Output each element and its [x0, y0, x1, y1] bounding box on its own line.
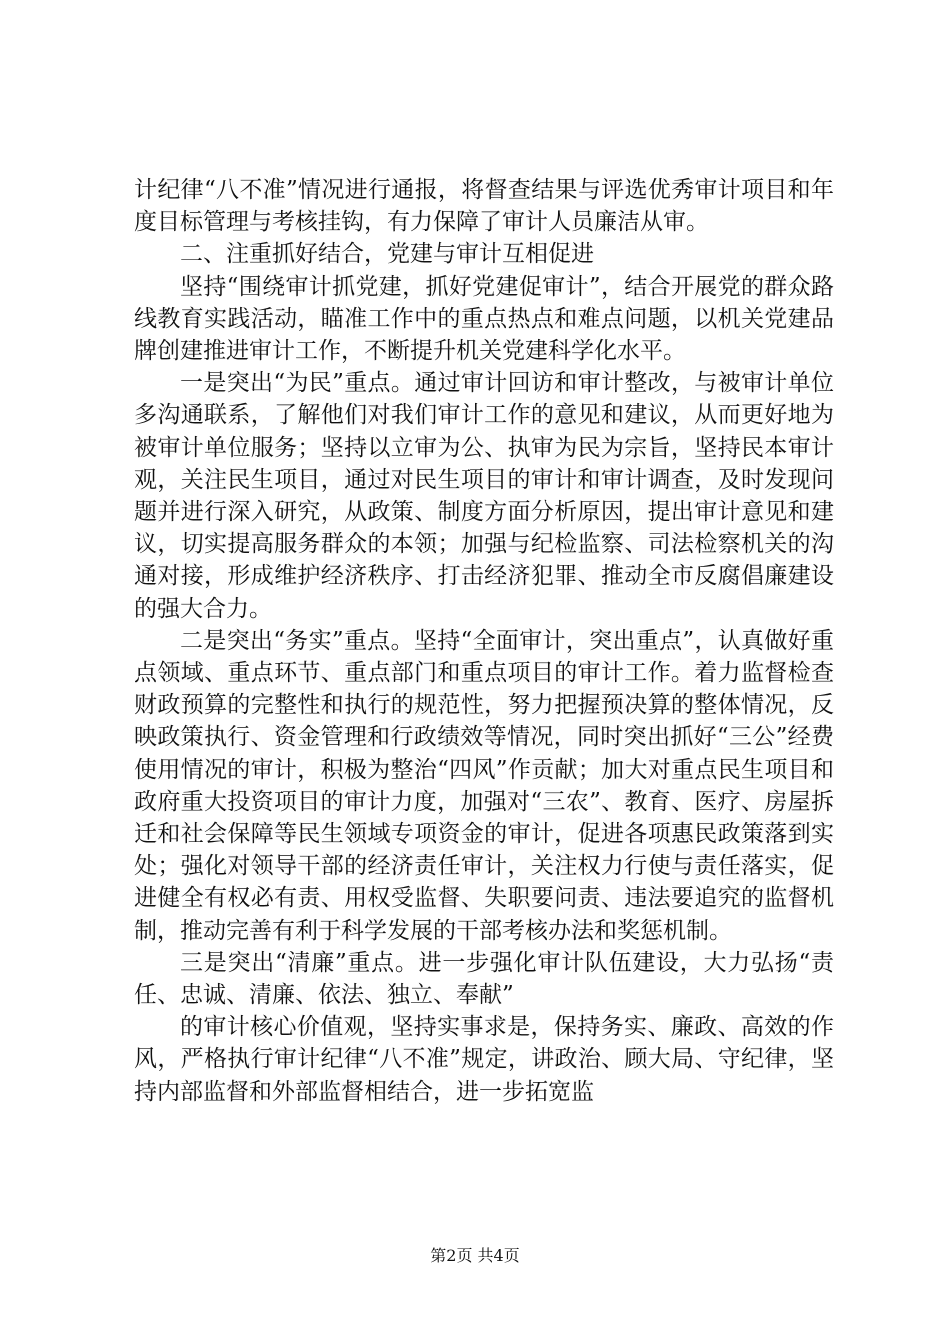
paragraph-integrity: 三是突出“清廉”重点。进一步强化审计队伍建设，大力弘扬“责任、忠诚、清廉、依法、独立、奉献” [134, 949, 834, 1009]
page-number: 第2页 共4页 [430, 1246, 520, 1265]
section-heading: 二、注重抓好结合，党建与审计互相促进 [180, 241, 594, 268]
page-footer [0, 1243, 950, 1266]
paragraph-pragmatic: 二是突出“务实”重点。坚持“全面审计，突出重点”，认真做好重点领域、重点环节、重点部门和重点项目的审计工作。着力监督检查财政预算的完整性和执行的规范性，努力把握预决算的整体情况，反映政策执行、资金管理和行政绩效等情况，同时突出抓好“三公”经费使用情况的审计，积极为整治“四风”作贡献；加大对重点民生项目和政府重大投资项目的审计力度，加强对“三农”、教育、医疗、房屋拆迁和社会保障等民生领域专项资金的审计，促进各项惠民政策落到实处；强化对领导干部的经济责任审计，关注权力行使与责任落实，促进健全有权必有责、用权受监督、失职要问责、违法要追究的监督机制，推动完善有利于科学发展的干部考核办法和奖惩机制。 [134, 627, 834, 944]
paragraph-intro: 坚持“围绕审计抓党建，抓好党建促审计”，结合开展党的群众路线教育实践活动，瞄准工作中的重点热点和难点问题，以机关党建品牌创建推进审计工作，不断提升机关党建科学化水平。 [134, 273, 834, 365]
paragraph-core-values: 的审计核心价值观，坚持实事求是，保持务实、廉政、高效的作风，严格执行审计纪律“八不准”规定，讲政治、顾大局、守纪律，坚持内部监督和外部监督相结合，进一步拓宽监 [134, 1014, 834, 1105]
paragraph-for-people: 一是突出“为民”重点。通过审计回访和审计整改，与被审计单位多沟通联系，了解他们对我们审计工作的意见和建议，从而更好地为被审计单位服务；坚持以立审为公、执审为民为宗旨，坚持民本审计观，关注民生项目，通过对民生项目的审计和审计调查，及时发现问题并进行深入研究，从政策、制度方面分析原因，提出审计意见和建议，切实提高服务群众的本领；加强与纪检监察、司法检察机关的沟通对接，形成维护经济秩序、打击经济犯罪、推动全市反腐倡廉建设的强大合力。 [134, 370, 834, 622]
paragraph-continuation: 计纪律“八不准”情况进行通报，将督查结果与评选优秀审计项目和年度目标管理与考核挂钩，有力保障了审计人员廉洁从审。 [134, 177, 834, 236]
body-text [134, 174, 834, 1108]
